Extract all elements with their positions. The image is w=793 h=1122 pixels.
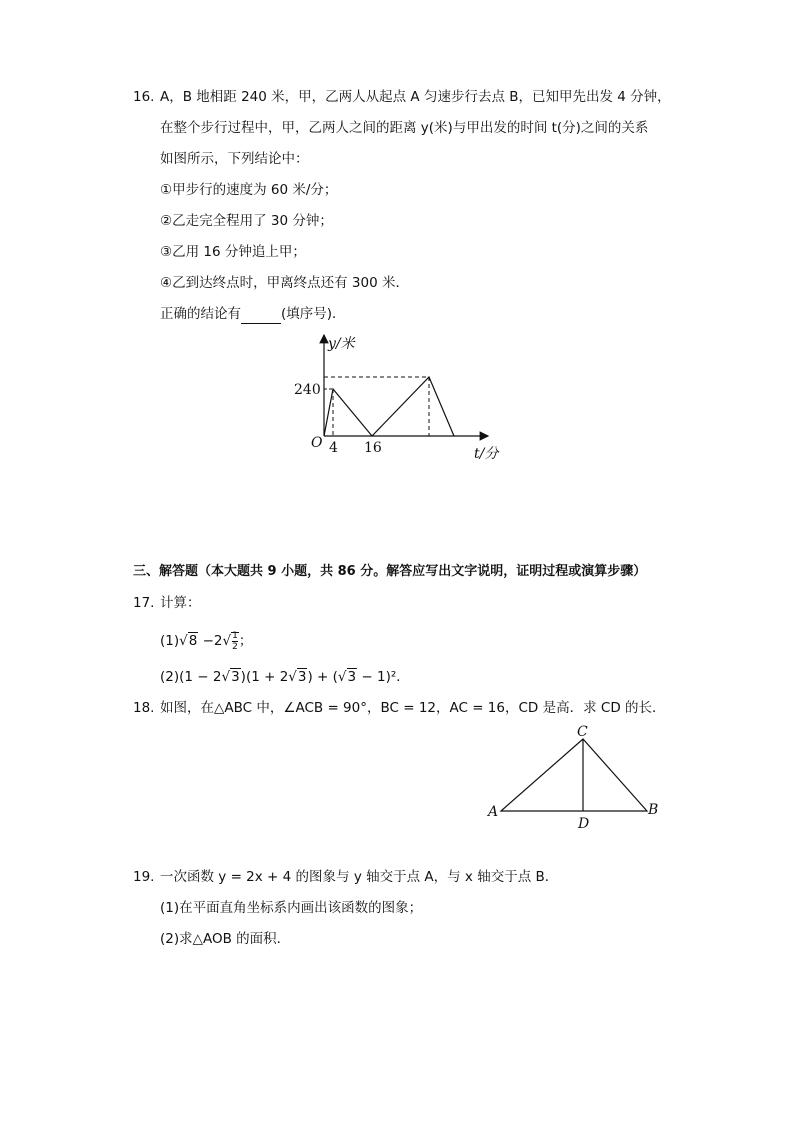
q19-number: 19. bbox=[133, 869, 155, 885]
q16-origin-label: O bbox=[311, 435, 323, 451]
q17-part1-label: (1) bbox=[160, 633, 180, 649]
q19-part2: (2)求△AOB 的面积． bbox=[160, 931, 291, 947]
q16-option-2: ②乙走完全程用了 30 分钟； bbox=[160, 213, 333, 229]
q16-option-3: ③乙用 16 分钟追上甲； bbox=[160, 244, 306, 260]
section-3-heading: 三、解答题（本大题共 9 小题，共 86 分。解答应写出文字说明，证明过程或演算步骤） bbox=[133, 564, 647, 579]
q16-line3: 如图所示，下列结论中： bbox=[160, 151, 309, 167]
q16-number: 16. bbox=[133, 89, 155, 105]
q18-triangle-abc bbox=[501, 739, 647, 811]
q16-x-tick-4: 4 bbox=[329, 440, 338, 456]
q16-answer-suffix: (填序号)． bbox=[281, 306, 346, 322]
q17-part1-end: ； bbox=[238, 633, 253, 649]
q19-part1: (1)在平面直角坐标系内画出该函数的图象； bbox=[160, 900, 423, 916]
q17-part1-radicand: 8 bbox=[188, 633, 198, 649]
q18-number: 18. bbox=[133, 700, 155, 716]
q16-option-1: ①甲步行的速度为 60 米/分； bbox=[160, 182, 338, 198]
q16-y-axis-label: y/米 bbox=[328, 336, 355, 352]
q16-x-axis-label: t/分 bbox=[474, 446, 499, 462]
q16-line1: A，B 地相距 240 米，甲，乙两人从起点 A 匀速步行去点 B，已知甲先出发 4 分钟， bbox=[160, 89, 671, 105]
q16-answer-prefix: 正确的结论有 bbox=[160, 306, 241, 322]
q17-title: 计算： bbox=[160, 595, 201, 611]
q17-part1: (1)√8 −2√ $\frac{1}{2}$ ； bbox=[160, 630, 253, 652]
q17-part1-fraction: $\frac{1}{2}$ bbox=[232, 630, 238, 652]
q17-number: 17. bbox=[133, 595, 155, 611]
q18-label-c: C bbox=[577, 724, 588, 740]
q16-y-tick-240: 240 bbox=[294, 382, 321, 398]
q17-part1-minus: −2 bbox=[202, 633, 223, 649]
q18-text: 如图，在△ABC 中，∠ACB = 90°，BC = 12，AC = 16，CD 是高．求 CD 的长． bbox=[160, 700, 666, 716]
q16-line2: 在整个步行过程中，甲，乙两人之间的距离 y(米)与甲出发的时间 t(分)之间的关系 bbox=[160, 120, 649, 136]
q17-part2: (2)(1 − 2√3)(1 + 2√3) + (√3 − 1)²． bbox=[160, 669, 410, 685]
q18-label-d: D bbox=[578, 816, 590, 832]
q16-option-4: ④乙到达终点时，甲离终点还有 300 米． bbox=[160, 275, 409, 291]
q18-label-b: B bbox=[648, 802, 659, 818]
q16-x-tick-16: 16 bbox=[364, 440, 382, 456]
q19-text: 一次函数 y = 2x + 4 的图象与 y 轴交于点 A，与 x 轴交于点 B． bbox=[160, 869, 559, 885]
q18-label-a: A bbox=[488, 804, 499, 820]
